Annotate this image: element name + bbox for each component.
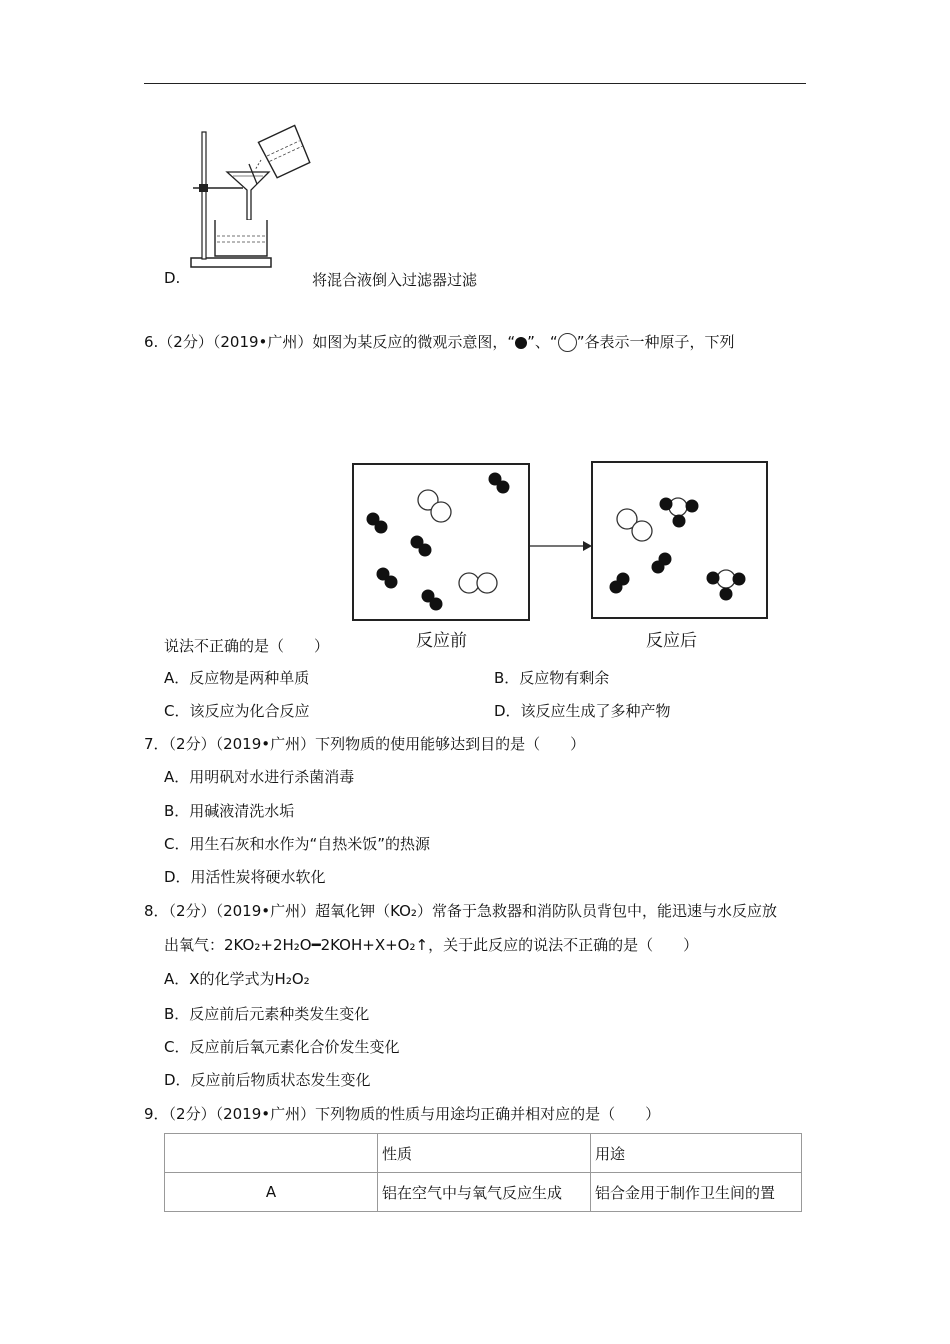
after-label: 反应后 xyxy=(646,631,697,651)
q5-option-d-letter: D. xyxy=(164,269,181,287)
q6-stem-part2: ”、“ xyxy=(527,333,558,351)
q9-stem: 9．（2分）（2019•广州）下列物质的性质与用途均正确并相对应的是（ ） xyxy=(144,1105,661,1123)
reaction-arrow xyxy=(529,538,593,554)
q6-stem xyxy=(144,331,734,352)
reaction-after-box xyxy=(591,461,768,619)
table-row xyxy=(165,1173,802,1212)
table-header-row xyxy=(165,1134,802,1173)
q7-option-d: D．用活性炭将硬水软化 xyxy=(164,868,326,886)
q6-option-c: C．该反应为化合反应 xyxy=(164,702,310,720)
q5-option-d-text: 将混合液倒入过滤器过滤 xyxy=(312,271,478,289)
table-cell xyxy=(165,1134,378,1173)
receiving-beaker xyxy=(215,220,267,256)
before-label: 反应前 xyxy=(416,631,467,651)
q6-option-d: D．该反应生成了多种产物 xyxy=(494,702,671,720)
q7-option-a: A．用明矾对水进行杀菌消毒 xyxy=(164,768,355,786)
q7-option-b: B．用碱液清洗水垢 xyxy=(164,802,295,820)
pouring-beaker xyxy=(258,125,311,178)
header-rule xyxy=(144,83,806,84)
q8-option-b: B．反应前后元素种类发生变化 xyxy=(164,1005,370,1023)
stand-rod xyxy=(202,132,206,259)
q8-option-c: C．反应前后氧元素化合价发生变化 xyxy=(164,1038,400,1056)
q8-stem-continued: 出氧气：2KO₂+2H₂O━2KOH+X+O₂↑，关于此反应的说法不正确的是（ ） xyxy=(164,936,699,954)
q8-option-a: A．X的化学式为H₂O₂ xyxy=(164,970,310,988)
table-cell: 铝合金用于制作卫生间的置 xyxy=(591,1173,802,1212)
q7-option-c: C．用生石灰和水作为“自热米饭”的热源 xyxy=(164,835,431,853)
q6-stem-continued: 说法不正确的是（ ） xyxy=(164,637,330,655)
q9-table xyxy=(164,1133,802,1212)
q6-option-b: B．反应物有剩余 xyxy=(494,669,610,687)
q8-stem: 8．（2分）（2019•广州）超氧化钾（KO₂）常备于急救器和消防队员背包中，能迅速与水反应放 xyxy=(144,902,777,920)
q8-option-d: D．反应前后物质状态发生变化 xyxy=(164,1071,371,1089)
funnel xyxy=(227,172,269,220)
black-atom-icon xyxy=(515,337,527,349)
table-cell: 铝在空气中与氧气反应生成 xyxy=(378,1173,591,1212)
white-atom-icon xyxy=(558,333,577,352)
q7-stem: 7．（2分）（2019•广州）下列物质的使用能够达到目的是（ ） xyxy=(144,735,586,753)
q6-stem-part3: ”各表示一种原子，下列 xyxy=(576,333,735,351)
q6-stem-part1: 6.（2分）（2019•广州）如图为某反应的微观示意图，“ xyxy=(144,333,516,351)
filtration-apparatus-figure xyxy=(185,122,315,270)
table-cell: A xyxy=(165,1173,378,1212)
q6-option-a: A．反应物是两种单质 xyxy=(164,669,310,687)
reaction-before-box xyxy=(352,463,530,621)
table-cell: 性质 xyxy=(378,1134,591,1173)
table-cell: 用途 xyxy=(591,1134,802,1173)
